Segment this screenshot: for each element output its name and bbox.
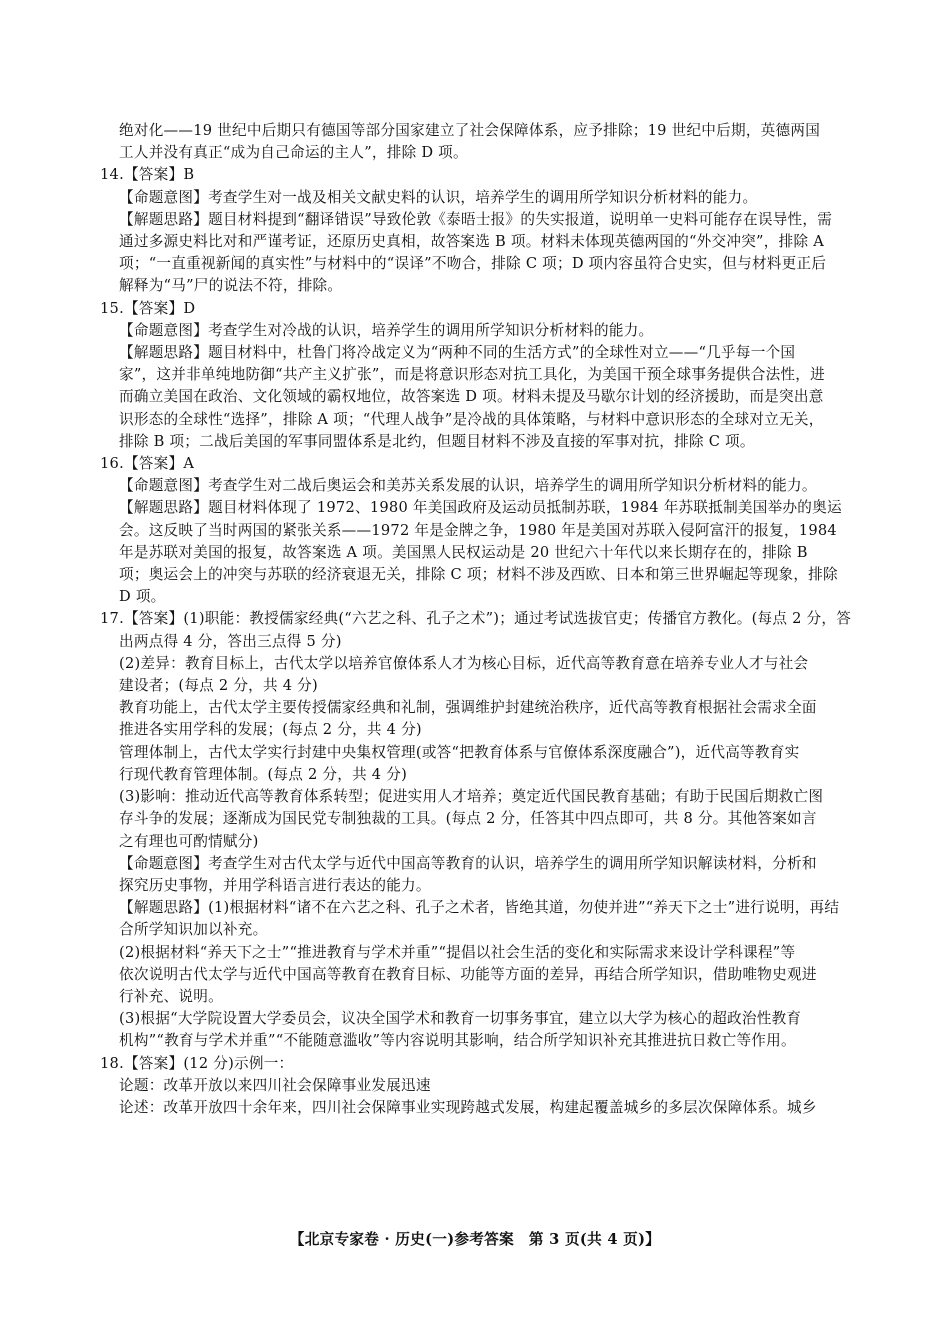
text-line: 之有理也可酌情赋分): [119, 832, 259, 850]
text-line: (3)影响：推动近代高等教育体系转型；促进实用人才培养；奠定近代国民教育基础；有助于民国后期救亡图: [119, 788, 824, 806]
text-line: 【命题意图】考查学生对二战后奥运会和美苏关系发展的认识，培养学生的调用所学知识分析材料的能力。: [119, 477, 817, 495]
text-line: 存斗争的发展；逐渐成为国民党专制独裁的工具。(每点 2 分，任答其中四点即可，共 8 分。其他答案如言: [119, 810, 817, 828]
text-line: 论题：改革开放以来四川社会保障事业发展迅速: [119, 1076, 431, 1094]
text-line: 工人并没有真正“成为自己命运的主人”，排除 D 项。: [119, 144, 468, 162]
text-line: 【解题思路】题目材料中，杜鲁门将冷战定义为“两种不同的生活方式”的全球性对立——“几乎每一个国: [119, 344, 796, 362]
text-line: 【命题意图】考查学生对冷战的认识，培养学生的调用所学知识分析材料的能力。: [119, 321, 654, 339]
question-answer-line: 15.【答案】D: [100, 299, 196, 317]
text-line: 教育功能上，古代太学主要传授儒家经典和礼制，强调维护封建统治秩序，近代高等教育根据社会需求全面: [119, 699, 817, 717]
text-line: 建设者；(每点 2 分，共 4 分): [119, 677, 318, 695]
answer-text-body: [100, 120, 875, 1119]
text-line: 识形态的全球性“选择”，排除 A 项；“代理人战争”是冷战的具体策略，与材料中意识形态的全球对立无关，: [119, 410, 824, 428]
text-line: 而确立美国在政治、文化领域的霸权地位，故答案选 D 项。材料未提及马歇尔计划的经济援助，而是突出意: [119, 388, 824, 406]
question-answer-line: 14.【答案】B: [100, 166, 195, 184]
text-line: 【命题意图】考查学生对一战及相关文献史料的认识，培养学生的调用所学知识分析材料的能力。: [119, 188, 758, 206]
text-line: 家”，这并非单纯地防御“共产主义扩张”，而是将意识形态对抗工具化，为美国干预全球事务提供合法性，进: [119, 366, 825, 384]
text-line: 排除 B 项；二战后美国的军事同盟体系是北约，但题目材料不涉及直接的军事对抗，排除 C 项。: [119, 432, 755, 450]
text-line: D 项。: [119, 588, 166, 606]
text-line: 解释为“马”尸的说法不符，排除。: [119, 277, 343, 295]
text-line: 年是苏联对美国的报复，故答案选 A 项。美国黑人民权运动是 20 世纪六十年代以来长期存在的，排除 B: [119, 543, 808, 561]
text-line: 【解题思路】题目材料体现了 1972、1980 年美国政府及运动员抵制苏联，1984 年苏联抵制美国举办的奥运: [119, 499, 842, 517]
text-line: 项；“一直重视新闻的真实性”与材料中的“误译”不吻合，排除 C 项；D 项内容虽符合史实，但与材料更正后: [119, 255, 827, 273]
text-line: 【解题思路】题目材料提到“翻译错误”导致伦敦《泰晤士报》的失实报道，说明单一史料可能存在误导性，需: [119, 210, 833, 228]
text-line: 绝对化——19 世纪中后期只有德国等部分国家建立了社会保障体系，应予排除；19 世纪中后期，英德两国: [119, 122, 821, 139]
text-line: 项；奥运会上的冲突与苏联的经济衰退无关，排除 C 项；材料不涉及西欧、日本和第三世界崛起等现象，排除: [119, 566, 838, 584]
text-line: 通过多源史料比对和严谨考证，还原历史真相，故答案选 B 项。材料未体现英德两国的“外交冲突”，排除 A: [119, 233, 824, 251]
text-line: 会。这反映了当时两国的紧张关系——1972 年是金牌之争，1980 年是美国对苏联入侵阿富汗的报复，1984: [119, 521, 837, 539]
page-footer: 【北京专家卷 · 历史(一)参考答案 第 3 页(共 4 页)】: [289, 1231, 661, 1248]
text-line: 出两点得 4 分，答出三点得 5 分): [119, 632, 342, 650]
text-line: 依次说明古代太学与近代中国高等教育在教育目标、功能等方面的差异，再结合所学知识，借助唯物史观进: [119, 965, 817, 983]
text-line: 探究历史事物，并用学科语言进行表达的能力。: [119, 876, 431, 894]
question-answer-line: 16.【答案】A: [100, 455, 195, 473]
text-line: 行现代教育管理体制。(每点 2 分，共 4 分): [119, 765, 408, 783]
text-line: 推进各实用学科的发展；(每点 2 分，共 4 分): [119, 721, 422, 739]
text-line: (2)根据材料“养天下之士”“推进教育与学术并重”“提倡以社会生活的变化和实际需求来设计学科课程”等: [119, 943, 796, 961]
text-line: 合所学知识加以补充。: [119, 921, 268, 939]
text-line: 机构”“教育与学术并重”“不能随意滥收”等内容说明其影响，结合所学知识补充其推进抗日救亡等作用。: [119, 1032, 796, 1050]
text-line: 行补充、说明。: [119, 987, 223, 1005]
question-answer-line: 17.【答案】(1)职能：教授儒家经典(“六艺之科、孔子之术”)；通过考试选拔官吏；传播官方教化。(每点 2 分，答: [100, 610, 852, 628]
text-line: (3)根据“大学院设置大学委员会，议决全国学术和教育一切事务事宜，建立以大学为核心的超政治性教育: [119, 1010, 802, 1028]
question-answer-line: 18.【答案】(12 分)示例一：: [100, 1054, 294, 1072]
text-line: 【解题思路】(1)根据材料“诸不在六艺之科、孔子之术者，皆绝其道，勿使并进”“养天下之士”进行说明，再结: [119, 899, 840, 917]
text-line: (2)差异：教育目标上，古代太学以培养官僚体系人才为核心目标，近代高等教育意在培养专业人才与社会: [119, 654, 809, 672]
text-line: 管理体制上，古代太学实行封建中央集权管理(或答“把教育体系与官僚体系深度融合”)，近代高等教育实: [119, 743, 800, 761]
text-line: 【命题意图】考查学生对古代太学与近代中国高等教育的认识，培养学生的调用所学知识解读材料，分析和: [119, 854, 817, 872]
text-line: 论述：改革开放四十余年来，四川社会保障事业实现跨越式发展，构建起覆盖城乡的多层次保障体系。城乡: [119, 1098, 817, 1116]
